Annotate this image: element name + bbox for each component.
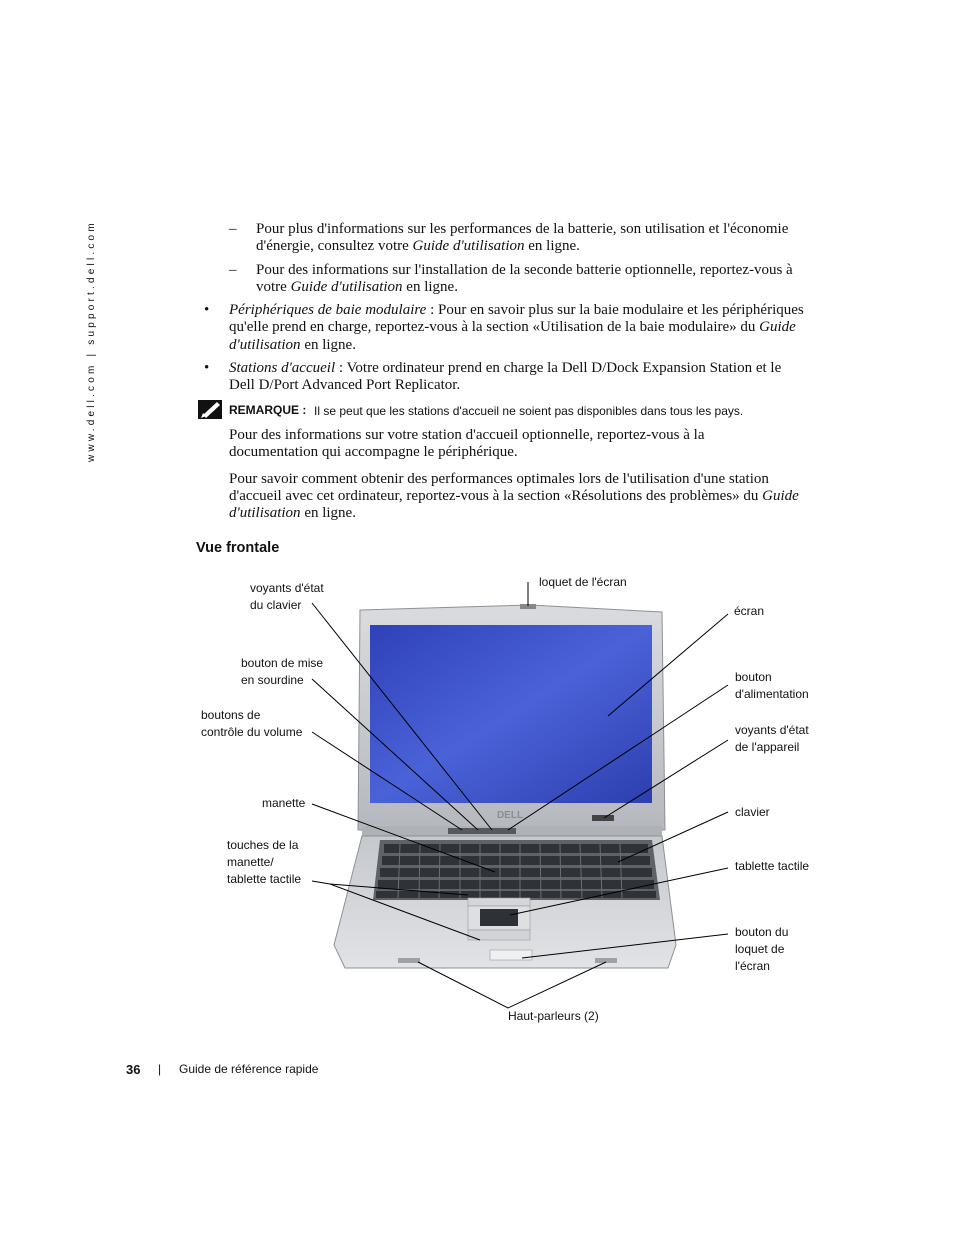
label-volume-buttons: boutons de contrôle du volume bbox=[201, 708, 303, 739]
paragraph-1-line2: documentation qui accompagne le périphérique. bbox=[229, 444, 518, 460]
speaker-left bbox=[398, 958, 420, 963]
latch-button bbox=[490, 950, 532, 960]
bullet-item-2-line1: Stations d'accueil : Votre ordinateur prend en charge la Dell D/Dock Expansion Station et le bbox=[229, 360, 782, 376]
status-buttons bbox=[448, 828, 516, 834]
label-keyboard-status-lights: voyants d'état du clavier bbox=[250, 581, 324, 612]
label-screen-latch: loquet de l'écran bbox=[539, 575, 627, 589]
label-track-stick: manette bbox=[262, 796, 306, 810]
bullet-marker: • bbox=[204, 302, 210, 318]
label-keyboard: clavier bbox=[735, 805, 770, 819]
dash-item-1-line1: Pour plus d'informations sur les performances de la batterie, son utilisation et l'économie bbox=[256, 221, 789, 237]
trackpad-buttons-top bbox=[468, 898, 530, 906]
label-device-status-lights: voyants d'état de l'appareil bbox=[735, 723, 809, 754]
bullet-item-1-line3: d'utilisation en ligne. bbox=[229, 337, 356, 353]
bullet-marker: • bbox=[204, 360, 210, 376]
label-speakers: Haut-parleurs (2) bbox=[508, 1009, 599, 1023]
paragraph-2-line3: d'utilisation en ligne. bbox=[229, 505, 356, 521]
dash-item-1-line2: d'énergie, consultez votre Guide d'utilisation en ligne. bbox=[256, 238, 580, 254]
section-title: Vue frontale bbox=[196, 540, 280, 556]
dash-item-2-line2: votre Guide d'utilisation en ligne. bbox=[256, 279, 458, 295]
footer-separator: | bbox=[158, 1062, 162, 1076]
bullet-item-1-line1: Périphériques de baie modulaire : Pour en savoir plus sur la baie modulaire et les périphériques bbox=[229, 302, 804, 318]
dash-item-2-line1: Pour des informations sur l'installation de la seconde batterie optionnelle, reportez-vous à bbox=[256, 262, 793, 278]
touchpad-surface bbox=[480, 909, 518, 926]
label-screen: écran bbox=[734, 604, 765, 618]
bullet-item-2-line2: Dell D/Port Advanced Port Replicator. bbox=[229, 377, 461, 393]
note-text: Il se peut que les stations d'accueil ne soient pas disponibles dans tous les pays. bbox=[314, 404, 744, 418]
paragraph-2-line2: d'accueil avec cet ordinateur, reportez-vous à la section «Résolutions des problèmes» du Guide bbox=[229, 488, 799, 504]
paragraph-2-line1: Pour savoir comment obtenir des performances optimales lors de l'utilisation d'une station bbox=[229, 471, 769, 487]
paragraph-1-line1: Pour des informations sur votre station d'accueil optionnelle, reportez-vous à la bbox=[229, 427, 705, 443]
label-latch-release: bouton du loquet de l'écran bbox=[735, 925, 789, 973]
label-touchpad-buttons: touches de la manette/ tablette tactile bbox=[227, 838, 302, 886]
bullet-item-1-line2: qu'elle prend en charge, reportez-vous à la section «Utilisation de la baie modulaire» du Guide bbox=[229, 319, 796, 335]
label-mute-button: bouton de mise en sourdine bbox=[241, 656, 324, 687]
label-touchpad: tablette tactile bbox=[735, 859, 810, 873]
label-power-button: bouton d'alimentation bbox=[735, 670, 809, 701]
page-number: 36 bbox=[126, 1062, 141, 1077]
footer-title: Guide de référence rapide bbox=[179, 1062, 319, 1076]
note-label: REMARQUE : bbox=[229, 403, 307, 417]
sidebar-url: www.dell.com | support.dell.com bbox=[86, 220, 97, 462]
power-button bbox=[592, 815, 614, 821]
dell-logo: DELL bbox=[496, 810, 524, 821]
dash-marker: – bbox=[229, 262, 237, 278]
dash-marker: – bbox=[229, 221, 237, 237]
